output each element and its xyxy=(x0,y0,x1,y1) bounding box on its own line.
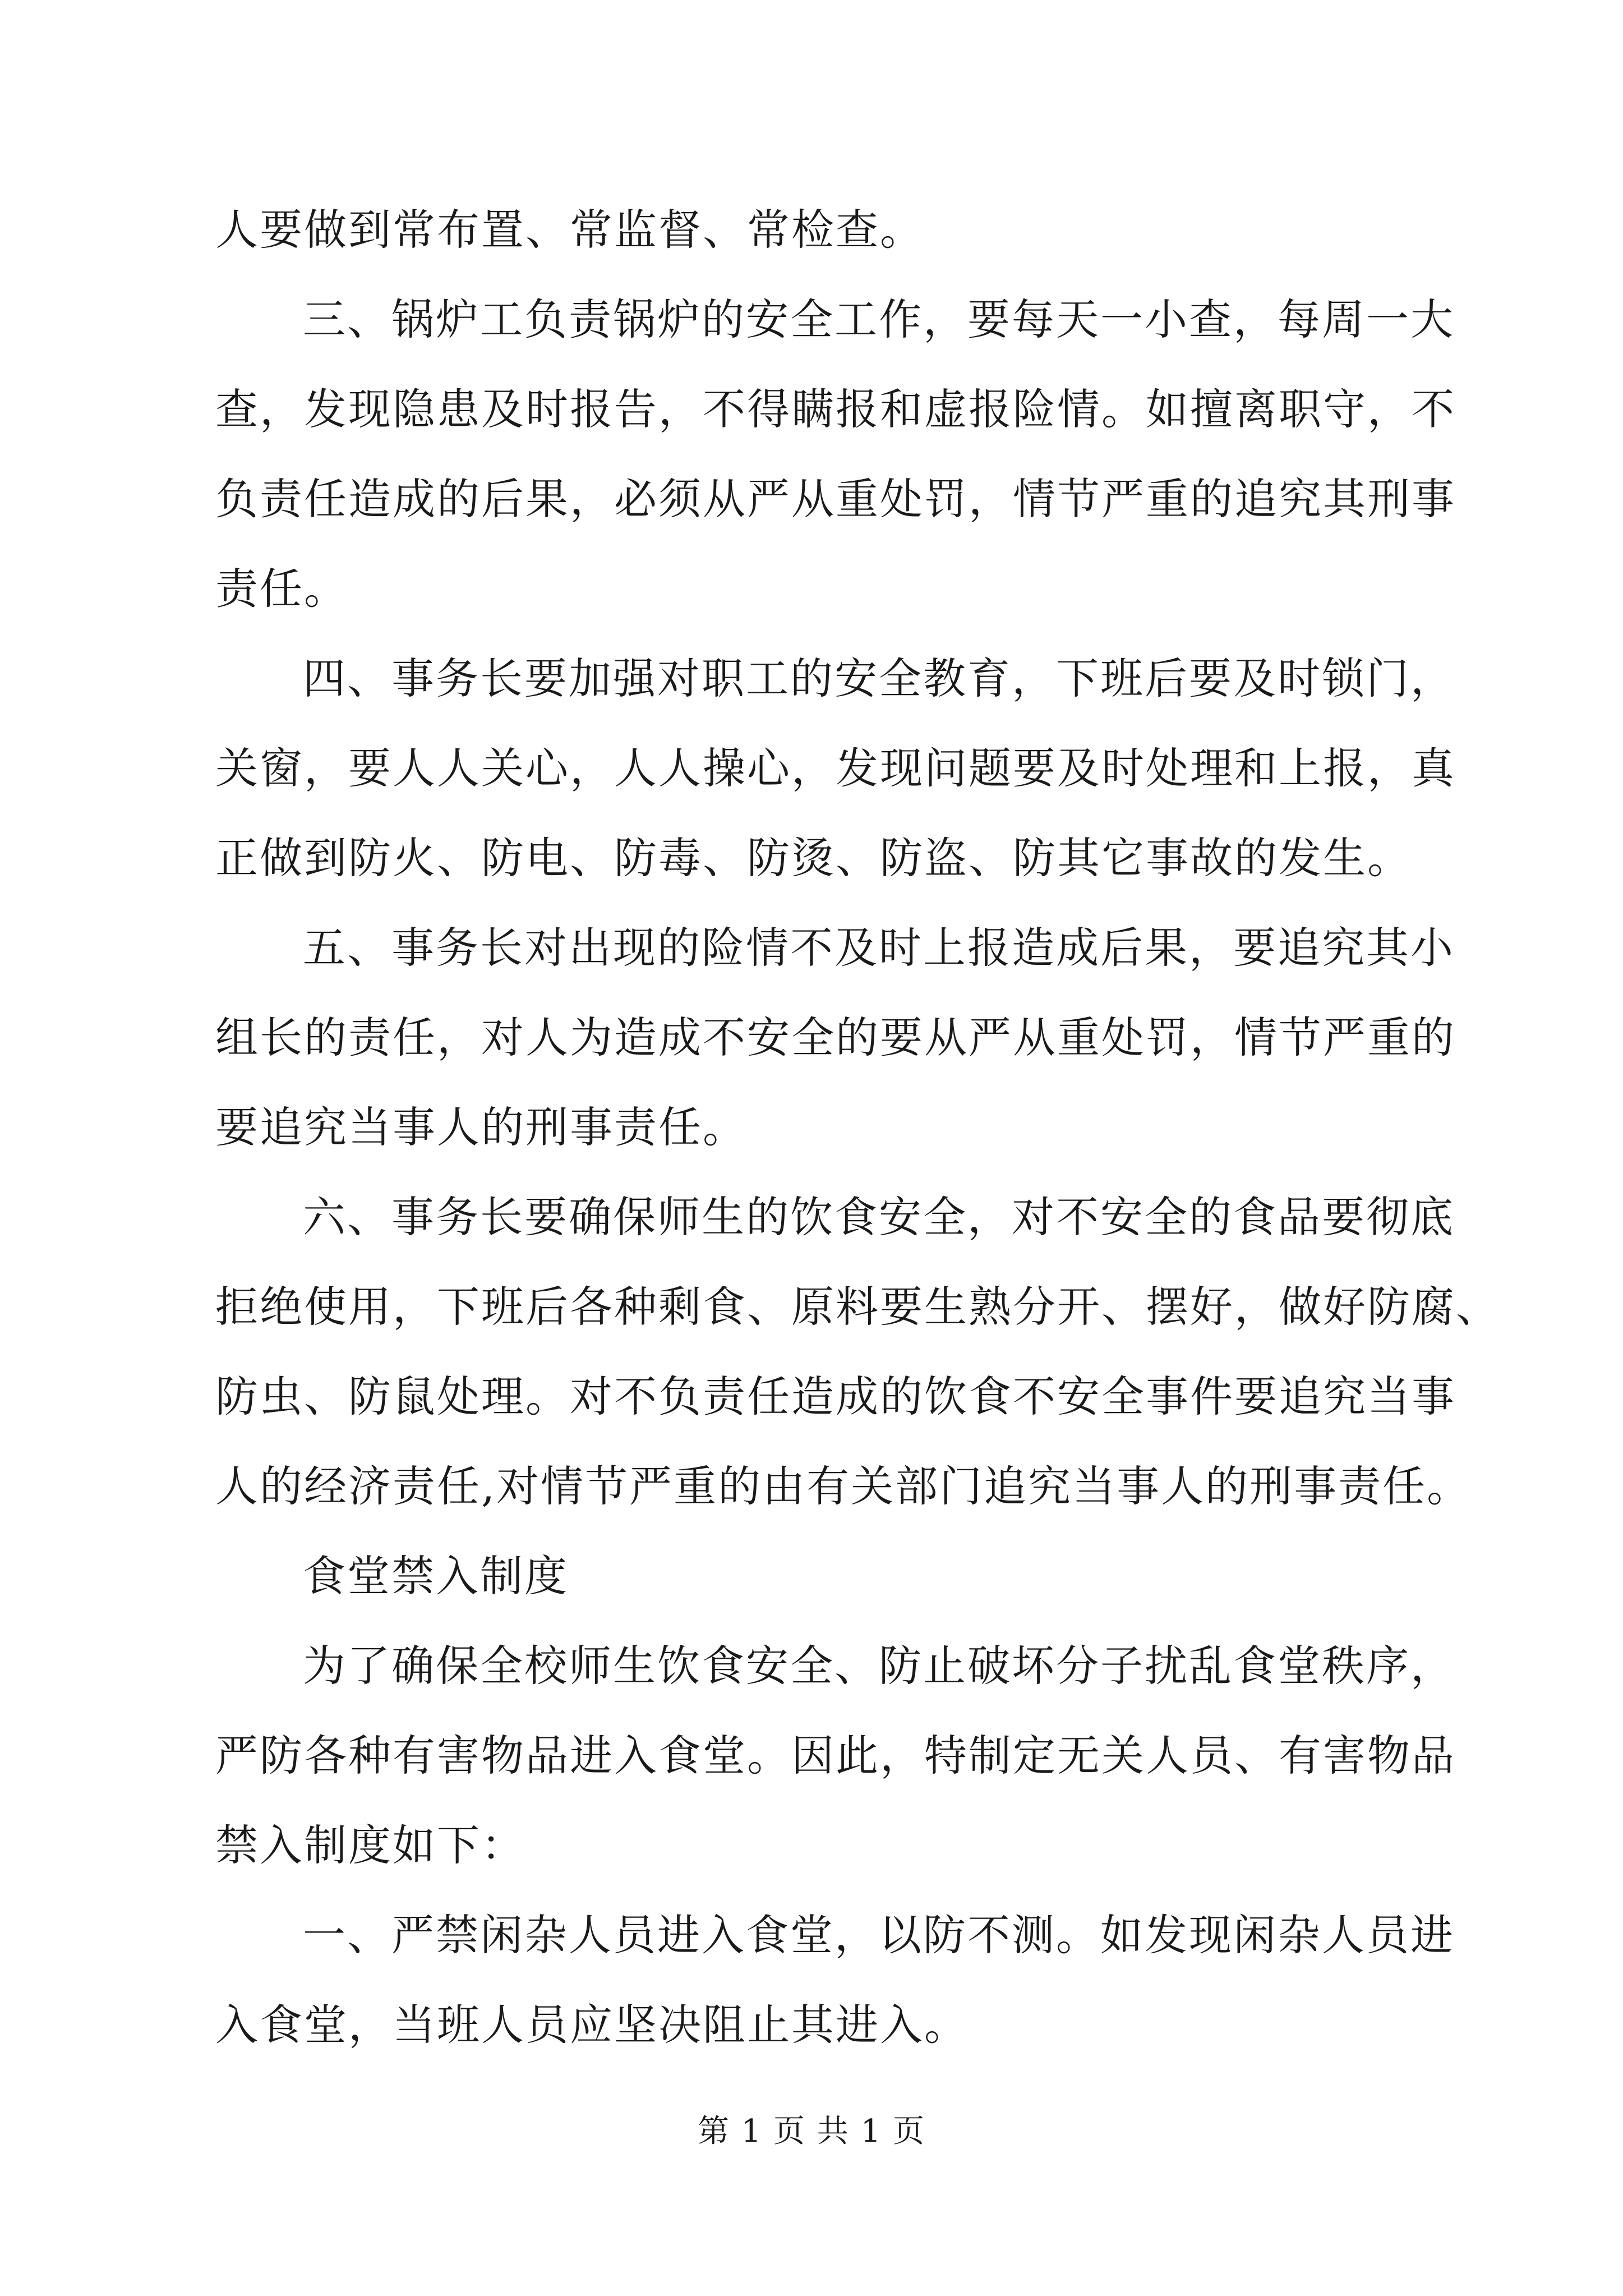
text-line-8: 正做到防火、防电、防毒、防烫、防盗、防其它事故的发生。 xyxy=(215,833,1412,883)
text-line-6: 四、事务长要加强对职工的安全教育，下班后要及时锁门， xyxy=(303,654,1455,703)
text-line-3: 查，发现隐患及时报告，不得瞒报和虚报险情。如擅离职守，不 xyxy=(215,384,1456,434)
text-line-21: 入食堂，当班人员应坚决阻止其进入。 xyxy=(215,2000,969,2050)
text-line-20: 一、严禁闲杂人员进入食堂，以防不测。如发现闲杂人员进 xyxy=(303,1910,1455,1960)
text-line-14: 防虫、防鼠处理。对不负责任造成的饮食不安全事件要追究当事 xyxy=(215,1372,1456,1421)
text-line-11: 要追究当事人的刑事责任。 xyxy=(215,1102,747,1152)
text-line-2: 三、锅炉工负责锅炉的安全工作，要每天一小查，每周一大 xyxy=(303,295,1455,344)
text-line-7: 关窗，要人人关心，人人操心，发现问题要及时处理和上报，真 xyxy=(215,743,1456,793)
text-line-9: 五、事务长对出现的险情不及时上报造成后果，要追究其小 xyxy=(303,923,1455,973)
text-line-4: 负责任造成的后果，必须从严从重处罚，情节严重的追究其刑事 xyxy=(215,474,1456,524)
page-footer: 第 1 页 共 1 页 xyxy=(697,2113,926,2150)
text-line-18: 严防各种有害物品进入食堂。因此，特制定无关人员、有害物品 xyxy=(215,1731,1456,1780)
text-line-17: 为了确保全校师生饮食安全、防止破坏分子扰乱食堂秩序， xyxy=(303,1641,1455,1691)
text-line-10: 组长的责任，对人为造成不安全的要从严从重处罚，情节严重的 xyxy=(215,1013,1456,1062)
section-heading: 食堂禁入制度 xyxy=(303,1551,569,1601)
text-line-12: 六、事务长要确保师生的饮食安全，对不安全的食品要彻底 xyxy=(303,1192,1455,1242)
text-line-19: 禁入制度如下： xyxy=(215,1820,525,1870)
text-line-1: 人要做到常布置、常监督、常检查。 xyxy=(215,205,924,255)
text-line-15: 人的经济责任,对情节严重的由有关部门追究当事人的刑事责任。 xyxy=(215,1461,1472,1511)
text-line-13: 拒绝使用，下班后各种剩食、原料要生熟分开、摆好，做好防腐、 xyxy=(215,1282,1500,1332)
text-line-5: 责任。 xyxy=(215,564,348,614)
